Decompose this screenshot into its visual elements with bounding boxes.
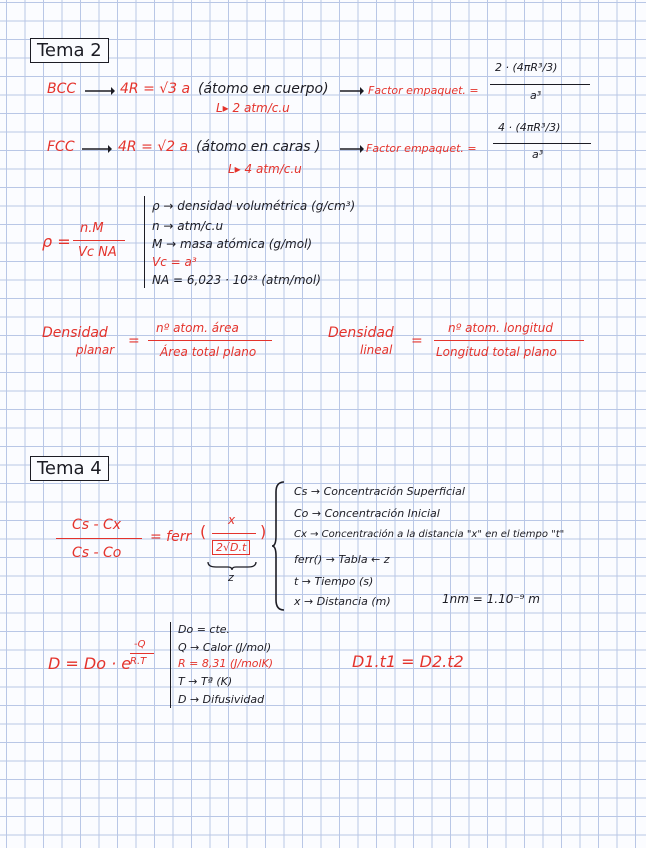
linear-density-sublabel: lineal bbox=[360, 343, 393, 357]
linear-denominator: Longitud total plano bbox=[436, 345, 557, 359]
arrow-icon bbox=[340, 87, 364, 95]
erf-fraction-bar bbox=[212, 533, 256, 534]
fick-def-t: t → Tiempo (s) bbox=[294, 575, 374, 588]
fcc-fraction-bar bbox=[493, 143, 591, 144]
tema-4-heading: Tema 4 bbox=[30, 456, 109, 481]
equals-sign: = bbox=[128, 333, 140, 349]
fcc-factor-numerator: 4 · (4πR³/3) bbox=[498, 121, 561, 134]
arrhenius-def-do: Do = cte. bbox=[178, 623, 231, 636]
fick-def-x: x → Distancia (m) bbox=[294, 595, 391, 608]
fick-def-cs: Cs → Concentración Superficial bbox=[294, 485, 465, 498]
bcc-factor-numerator: 2 · (4πR³/3) bbox=[495, 61, 558, 74]
density-brace bbox=[144, 196, 145, 288]
bcc-fraction-bar bbox=[490, 84, 590, 85]
fcc-factor-denominator: a³ bbox=[532, 148, 544, 161]
fcc-factor-label: Factor empaquet. = bbox=[366, 142, 477, 155]
fcc-atoms-per-cell: L▸ 4 atm/c.u bbox=[228, 162, 302, 176]
erf-function: = ferr bbox=[150, 529, 192, 545]
bcc-factor-denominator: a³ bbox=[530, 89, 542, 102]
density-denominator: Vc NA bbox=[78, 245, 117, 260]
tema-2-heading: Tema 2 bbox=[30, 38, 109, 63]
fick-def-co: Co → Concentración Inicial bbox=[294, 507, 440, 520]
density-def-na: NA = 6,023 · 10²³ (atm/mol) bbox=[152, 273, 321, 287]
exponent-denominator: R.T bbox=[130, 656, 147, 667]
fcc-label: FCC bbox=[47, 139, 75, 155]
arrhenius-def-d: D → Difusividad bbox=[178, 693, 265, 706]
bcc-atoms-per-cell: L▸ 2 atm/c.u bbox=[216, 101, 290, 115]
fick-def-cx: Cx → Concentración a la distancia "x" en el tiempo "t" bbox=[294, 529, 565, 540]
fick-numerator: Cs - Cx bbox=[72, 517, 122, 533]
arrow-icon bbox=[340, 145, 364, 153]
arrhenius-def-q: Q → Calor (J/mol) bbox=[178, 641, 272, 654]
fick-def-erf: ferr() → Tabla ← z bbox=[294, 553, 390, 566]
density-lhs: ρ = bbox=[42, 232, 71, 251]
planar-density-sublabel: planar bbox=[76, 343, 115, 357]
arrow-icon bbox=[82, 145, 112, 153]
fick-fraction-bar bbox=[56, 538, 142, 539]
nanometer-conversion: 1nm = 1.10⁻⁹ m bbox=[442, 592, 540, 606]
erf-sqrt-box: 2√D.t bbox=[212, 540, 250, 555]
erf-x: x bbox=[228, 513, 236, 527]
arrhenius-def-r: R = 8,31 (J/molK) bbox=[178, 657, 274, 670]
equals-sign: = bbox=[411, 333, 423, 349]
linear-fraction-bar bbox=[434, 340, 584, 341]
underbrace-icon bbox=[206, 560, 258, 570]
arrhenius-def-t: T → Tª (K) bbox=[178, 675, 233, 688]
arrhenius-brace bbox=[170, 622, 171, 708]
bcc-factor-label: Factor empaquet. = bbox=[368, 84, 479, 97]
right-paren: ) bbox=[260, 522, 267, 541]
density-def-vc: Vc = a³ bbox=[152, 255, 197, 269]
diffusivity-time-relation: D1.t1 = D2.t2 bbox=[352, 652, 464, 671]
density-fraction-bar bbox=[73, 240, 125, 241]
linear-density-label: Densidad bbox=[328, 325, 394, 341]
bcc-relation: 4R = √3 a bbox=[120, 81, 191, 97]
linear-numerator: nº atom. longitud bbox=[448, 321, 553, 335]
z-label: z bbox=[228, 571, 234, 584]
brace-icon bbox=[272, 480, 286, 612]
density-def-m: M → masa atómica (g/mol) bbox=[152, 237, 313, 251]
density-def-n: n → atm/c.u bbox=[152, 219, 224, 233]
exponent-numerator: -Q bbox=[134, 639, 146, 650]
fick-denominator: Cs - Co bbox=[72, 545, 122, 561]
bcc-label: BCC bbox=[47, 81, 77, 97]
left-paren: ( bbox=[200, 522, 207, 541]
fcc-description: (átomo en caras ) bbox=[196, 139, 321, 155]
density-numerator: n.M bbox=[80, 221, 104, 236]
fcc-relation: 4R = √2 a bbox=[118, 139, 189, 155]
planar-denominator: Área total plano bbox=[160, 345, 257, 359]
exponent-fraction-bar bbox=[130, 653, 154, 654]
density-def-rho: ρ → densidad volumétrica (g/cm³) bbox=[152, 199, 356, 213]
bcc-description: (átomo en cuerpo) bbox=[198, 81, 329, 97]
planar-fraction-bar bbox=[148, 340, 272, 341]
arrow-icon bbox=[85, 87, 115, 95]
arrhenius-lhs: D = Do · e bbox=[48, 654, 132, 673]
planar-numerator: nº atom. área bbox=[156, 321, 239, 335]
planar-density-label: Densidad bbox=[42, 325, 108, 341]
